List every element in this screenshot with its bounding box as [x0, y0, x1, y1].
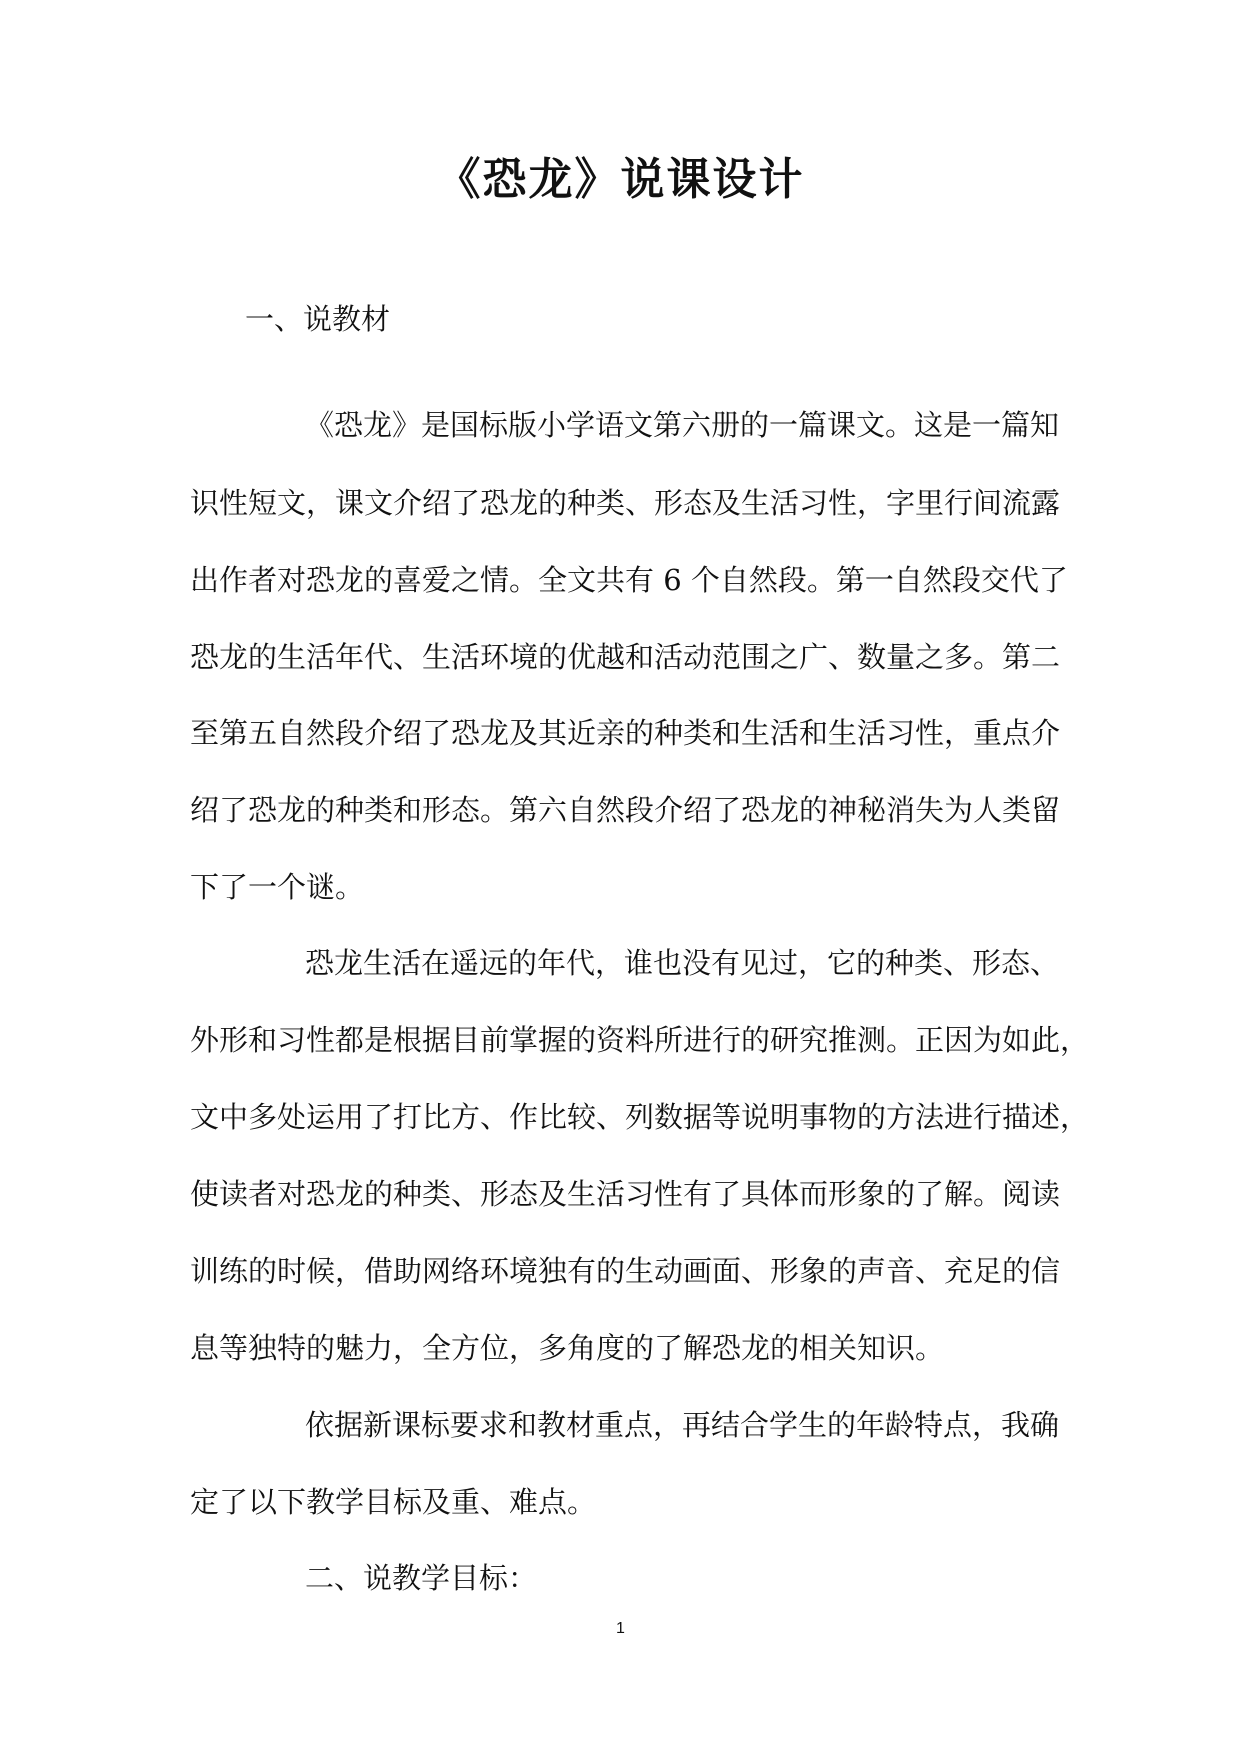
paragraph-1-line: 绍了恐龙的种类和形态。第六自然段介绍了恐龙的神秘消失为人类留 [190, 793, 1061, 827]
page-number: 1 [616, 1620, 625, 1637]
paragraph-2-line: 外形和习性都是根据目前掌握的资料所进行的研究推测。正因为如此， [190, 1023, 1090, 1057]
section-heading-1: 一、说教材 [245, 302, 391, 336]
paragraph-1-line: 《恐龙》是国标版小学语文第六册的一篇课文。这是一篇知 [305, 408, 1060, 442]
paragraph-1-line: 至第五自然段介绍了恐龙及其近亲的种类和生活和生活习性，重点介 [190, 716, 1061, 750]
paragraph-2-line: 训练的时候，借助网络环境独有的生动画面、形象的声音、充足的信 [190, 1254, 1061, 1288]
paragraph-1-line: 识性短文，课文介绍了恐龙的种类、形态及生活习性，字里行间流露 [190, 486, 1061, 520]
document-title: 《恐龙》说课设计 [436, 154, 805, 205]
paragraph-2-line: 文中多处运用了打比方、作比较、列数据等说明事物的方法进行描述， [190, 1100, 1090, 1134]
section-heading-2: 二、说教学目标： [305, 1561, 538, 1595]
paragraph-3-line: 依据新课标要求和教材重点，再结合学生的年龄特点，我确 [305, 1408, 1060, 1442]
paragraph-2-line: 使读者对恐龙的种类、形态及生活习性有了具体而形象的了解。阅读 [190, 1177, 1061, 1211]
paragraph-3-line: 定了以下教学目标及重、难点。 [190, 1485, 597, 1519]
paragraph-2-line: 息等独特的魅力，全方位，多角度的了解恐龙的相关知识。 [190, 1331, 945, 1365]
paragraph-2-line: 恐龙生活在遥远的年代，谁也没有见过，它的种类、形态、 [305, 946, 1060, 980]
paragraph-1-line: 恐龙的生活年代、生活环境的优越和活动范围之广、数量之多。第二 [190, 640, 1061, 674]
paragraph-1-line: 下了一个谜。 [190, 870, 365, 904]
paragraph-1-line: 出作者对恐龙的喜爱之情。全文共有 6 个自然段。第一自然段交代了 [190, 563, 1068, 597]
